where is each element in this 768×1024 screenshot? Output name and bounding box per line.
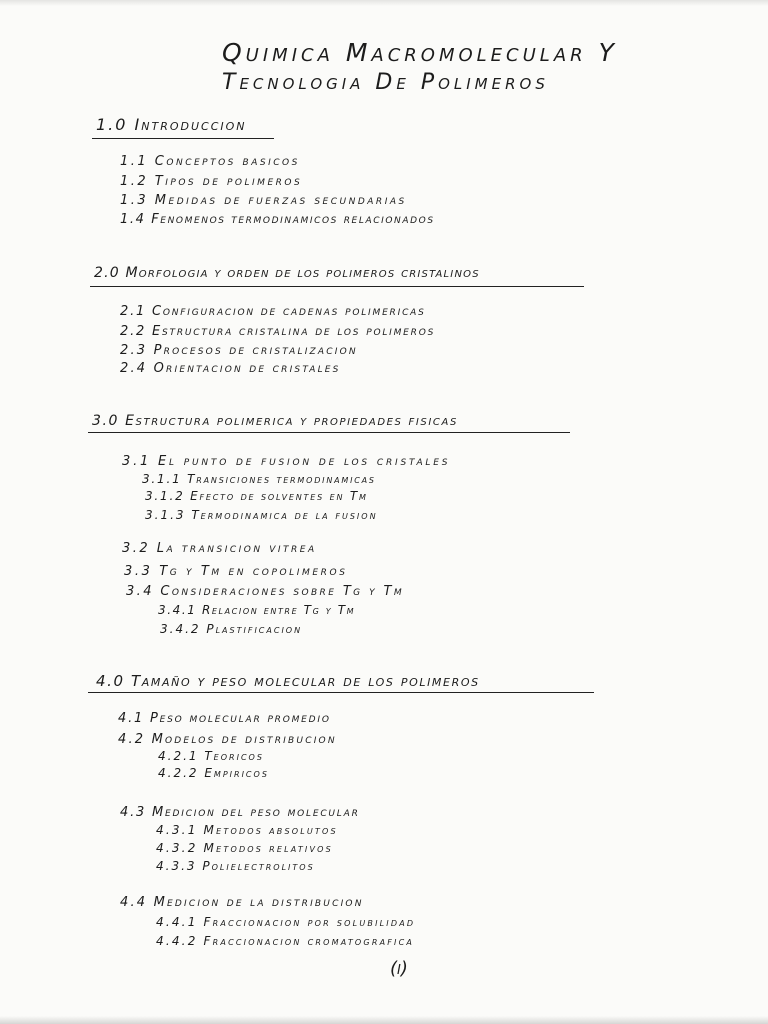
toc-item-2-4: 2.4 Orientacion de cristales bbox=[120, 361, 341, 376]
toc-item-3-1-1: 3.1.1 Transiciones termodinamicas bbox=[142, 472, 376, 486]
toc-item-4-3: 4.3 Medicion del peso molecular bbox=[120, 805, 360, 820]
toc-item-4-3-2: 4.3.2 Metodos relativos bbox=[156, 841, 333, 855]
section-underline-4 bbox=[88, 692, 594, 693]
toc-item-3-1: 3.1 El punto de fusion de los cristales bbox=[122, 454, 451, 469]
toc-item-2-2: 2.2 Estructura cristalina de los polimeros bbox=[120, 324, 436, 339]
toc-item-3-4: 3.4 Consideraciones sobre Tg y Tm bbox=[126, 584, 405, 599]
toc-item-4-3-1: 4.3.1 Metodos absolutos bbox=[156, 823, 338, 837]
toc-item-3-3: 3.3 Tg y Tm en copolimeros bbox=[124, 564, 348, 579]
toc-item-4-3-3: 4.3.3 Polielectrolitos bbox=[156, 859, 315, 873]
section-heading-4: 4.0 Tamaño y peso molecular de los polimeros bbox=[96, 672, 480, 690]
toc-item-4-4-1: 4.4.1 Fraccionacion por solubilidad bbox=[156, 915, 416, 929]
page-bottom-edge bbox=[0, 1016, 768, 1024]
toc-item-4-4: 4.4 Medicion de la distribucion bbox=[120, 895, 364, 910]
toc-item-4-2-1: 4.2.1 Teoricos bbox=[158, 749, 264, 763]
toc-item-4-4-2: 4.4.2 Fraccionacion cromatografica bbox=[156, 934, 415, 948]
toc-item-4-2-2: 4.2.2 Empiricos bbox=[158, 766, 269, 780]
section-underline-2 bbox=[90, 286, 584, 287]
toc-item-1-2: 1.2 Tipos de polimeros bbox=[120, 174, 303, 189]
toc-item-3-1-2: 3.1.2 Efecto de solventes en Tm bbox=[145, 489, 368, 503]
toc-item-3-2: 3.2 La transicion vitrea bbox=[122, 541, 317, 556]
document-title-line-1: Quimica Macromolecular Y bbox=[222, 38, 618, 67]
toc-item-3-4-2: 3.4.2 Plastificacion bbox=[160, 622, 303, 636]
toc-item-2-1: 2.1 Configuracion de cadenas polimericas bbox=[120, 304, 426, 319]
section-heading-3: 3.0 Estructura polimerica y propiedades fisicas bbox=[92, 413, 458, 429]
page-top-edge bbox=[0, 0, 768, 6]
section-underline-1 bbox=[92, 138, 274, 139]
toc-item-4-1: 4.1 Peso molecular promedio bbox=[118, 711, 331, 726]
section-heading-2: 2.0 Morfologia y orden de los polimeros cristalinos bbox=[94, 265, 480, 281]
toc-item-1-3: 1.3 Medidas de fuerzas secundarias bbox=[120, 193, 407, 208]
toc-item-2-3: 2.3 Procesos de cristalizacion bbox=[120, 343, 358, 358]
toc-item-3-1-3: 3.1.3 Termodinamica de la fusion bbox=[145, 508, 378, 522]
toc-item-3-4-1: 3.4.1 Relacion entre Tg y Tm bbox=[158, 603, 356, 617]
toc-item-1-1: 1.1 Conceptos basicos bbox=[120, 154, 300, 169]
document-title-line-2: Tecnologia De Polimeros bbox=[222, 70, 549, 95]
toc-item-4-2: 4.2 Modelos de distribucion bbox=[118, 732, 337, 747]
page-number: (i) bbox=[390, 958, 408, 979]
section-underline-3 bbox=[88, 432, 570, 433]
toc-item-1-4: 1.4 Fenomenos termodinamicos relacionados bbox=[120, 212, 435, 227]
section-heading-1: 1.0 Introduccion bbox=[96, 115, 247, 134]
